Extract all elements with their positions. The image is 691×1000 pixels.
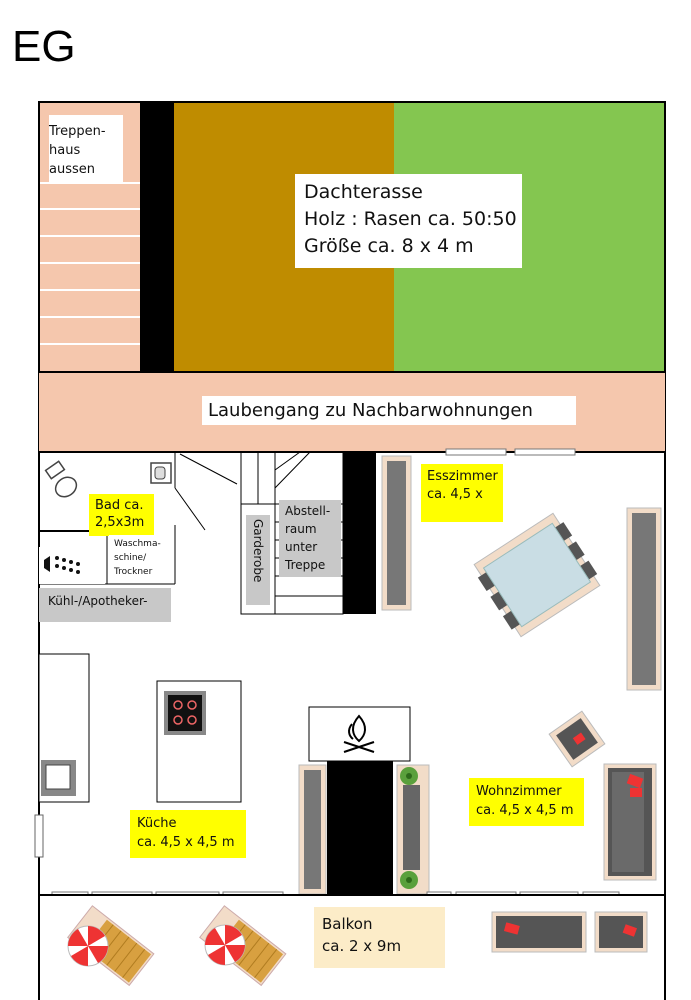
parasol-icon [68,926,108,966]
label-roof-terrace [295,174,522,268]
balcony-line2: ca. 2 x 9m [322,937,402,955]
dining-line2: ca. 4,5 x [427,487,483,502]
shower-icon [39,547,105,584]
roof-terrace-line3: Größe ca. 8 x 4 m [304,235,474,257]
balcony-line1: Balkon [322,915,373,933]
label-bath [89,494,154,536]
label-washer [109,535,173,581]
label-outside-stair: Treppen- haus aussen [49,124,106,177]
roof-terrace-line1: Dachterasse [304,181,423,203]
sofa-icon [604,764,656,880]
washer-line3: Trockner [114,567,153,577]
gallery-text: Laubengang zu Nachbarwohnungen [208,400,533,421]
label-dining [421,464,503,522]
label-wardrobe [246,515,270,605]
sink-icon [151,463,171,483]
roof-terrace-line2: Holz : Rasen ca. 50:50 [304,208,517,230]
stair-wall [343,452,376,614]
label-balcony [314,907,445,968]
parasol-icon [205,925,245,965]
storage-line1: Abstell- [285,504,331,518]
label-fridge [39,588,171,622]
label-living [469,778,584,826]
bath-line1: Bad ca. [95,498,144,513]
living-line1: Wohnzimmer [476,784,562,799]
kitchen-sink-icon [41,760,76,796]
living-line2: ca. 4,5 x 4,5 m [476,803,574,818]
kitchen-line2: ca. 4,5 x 4,5 m [137,835,235,850]
wall-black [140,102,174,372]
label-gallery [202,396,576,425]
storage-line4: Treppe [285,558,326,572]
bath-line2: 2,5x3m [95,515,145,530]
storage-line3: unter [285,540,318,554]
armchair-icon [595,912,647,952]
plant-icon [400,767,418,785]
label-storage [279,500,341,577]
fridge-text: Kühl-/Apotheker- [48,594,148,608]
washer-line2: schine/ [114,553,147,563]
dining-line1: Esszimmer [427,469,498,484]
cooktop-icon [164,691,206,735]
kitchen-line1: Küche [137,816,177,831]
label-kitchen [130,810,246,858]
floor-title: EG [12,22,76,71]
plant-icon [400,871,418,889]
storage-line2: raum [285,522,317,536]
chimney [327,761,393,895]
wardrobe-text: Garderobe [251,519,265,583]
washer-line1: Waschma- [114,539,161,549]
sofa-icon [492,912,586,952]
